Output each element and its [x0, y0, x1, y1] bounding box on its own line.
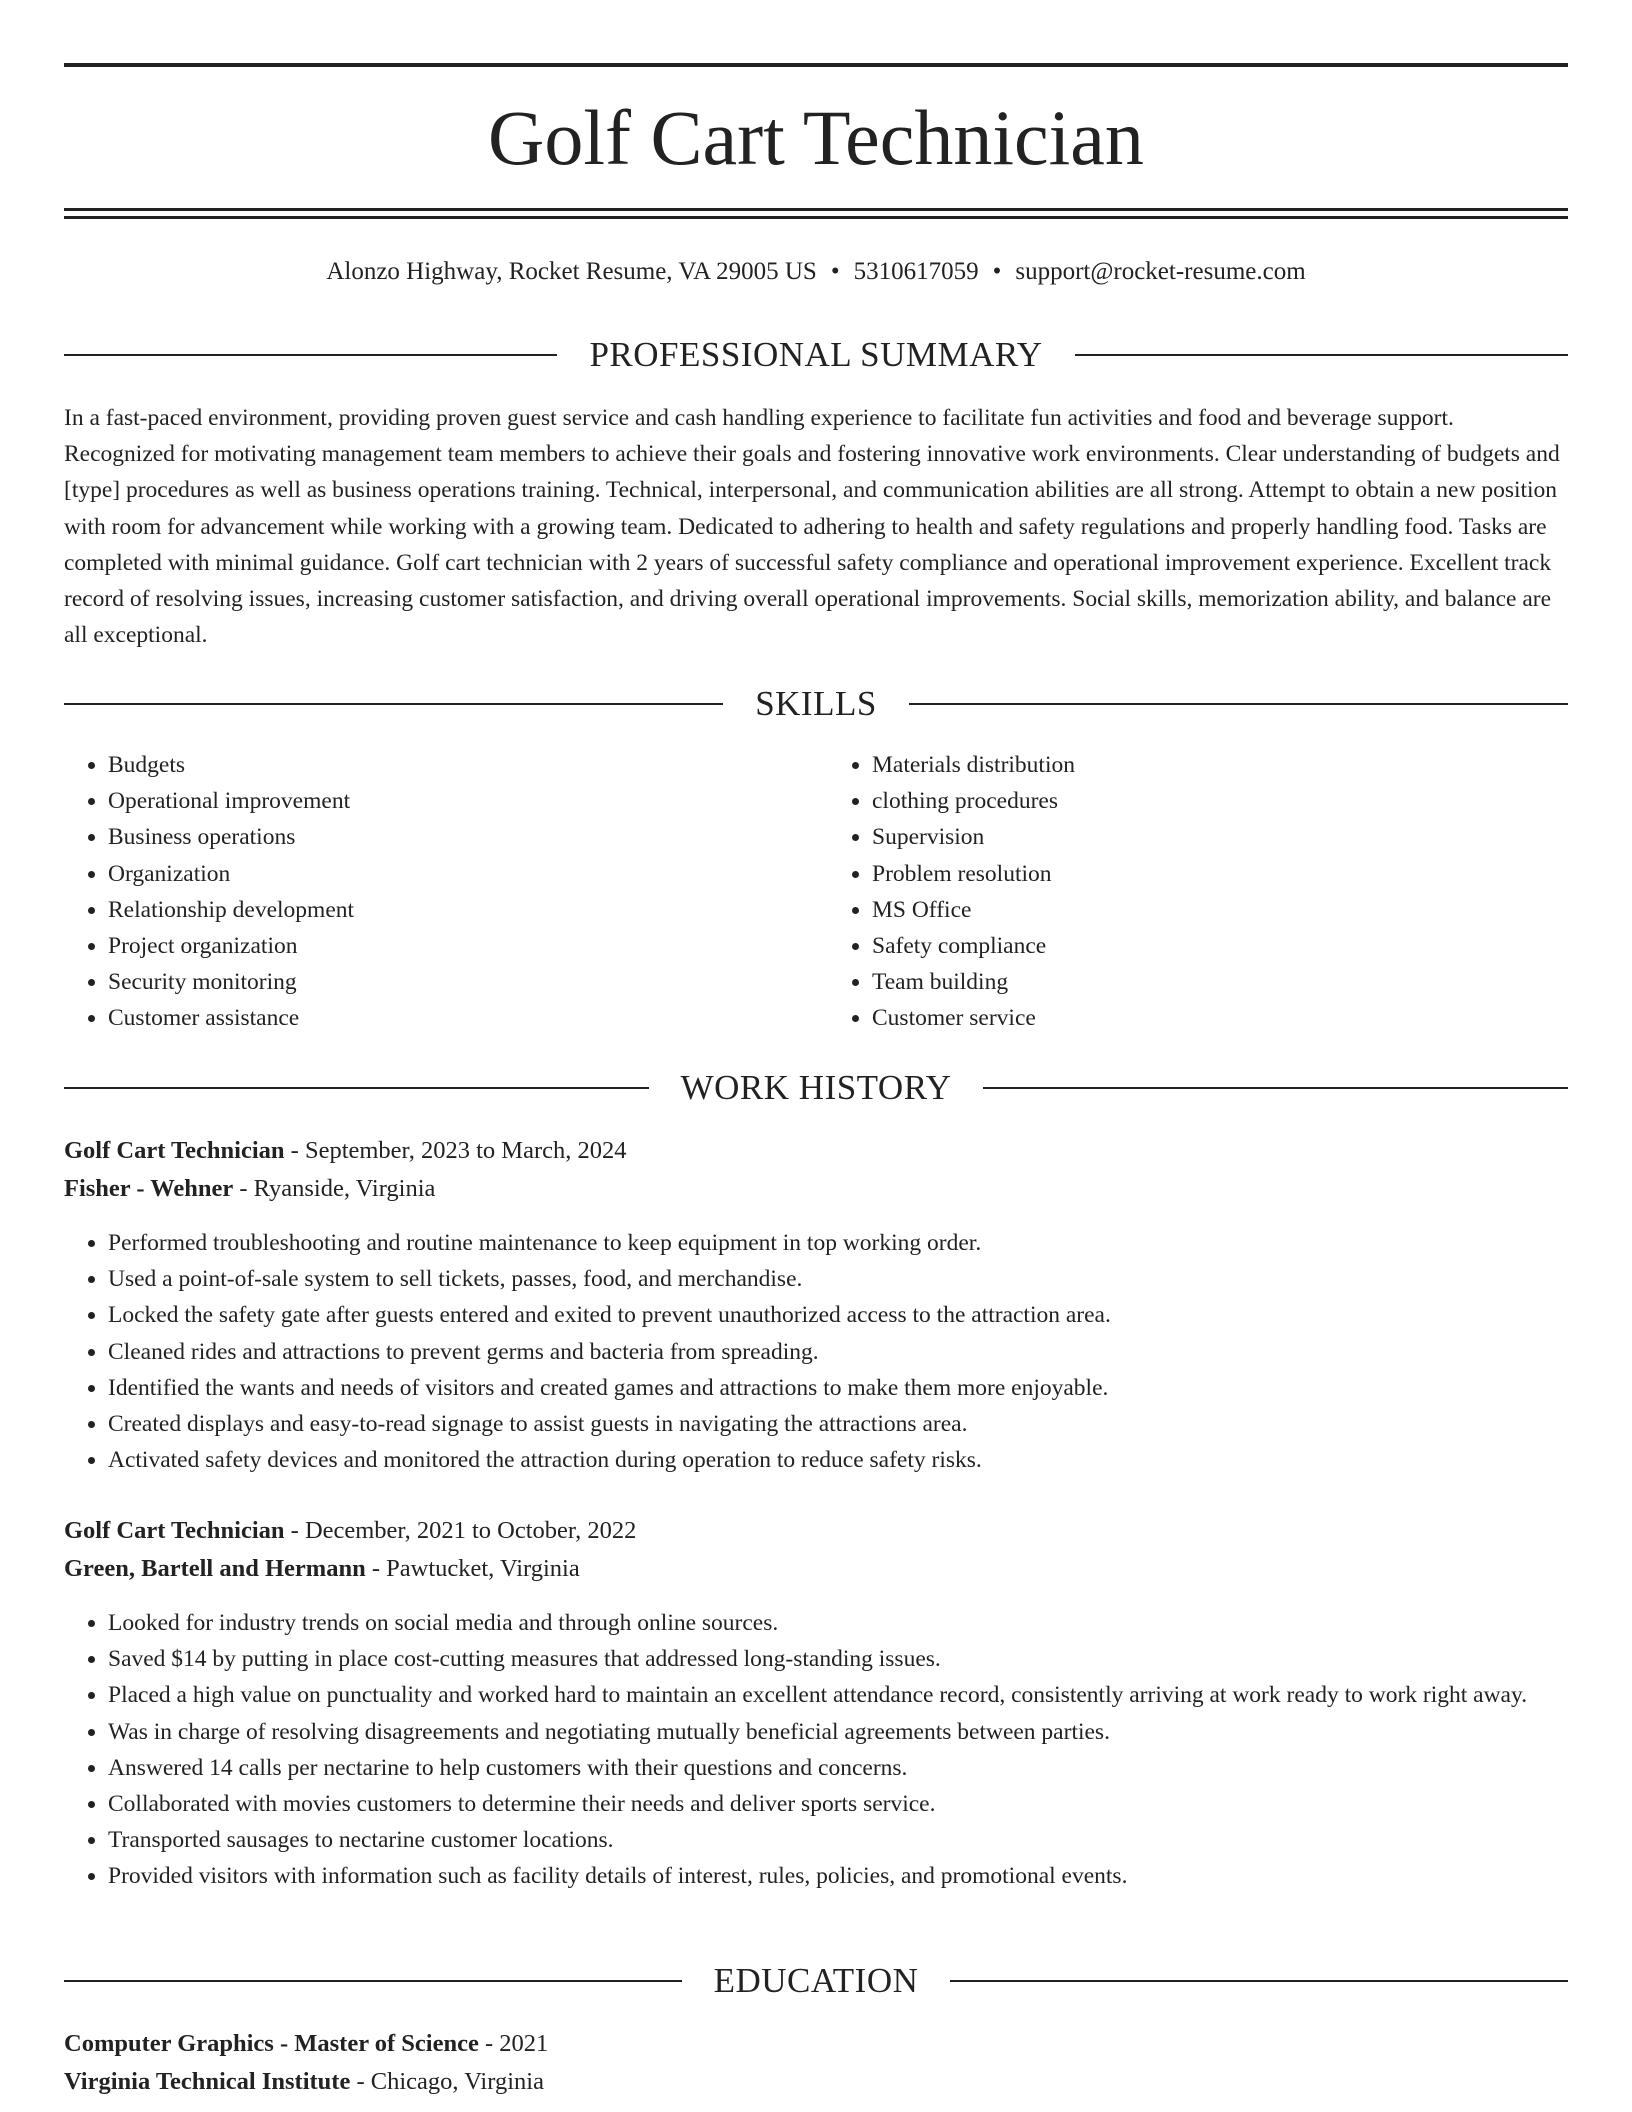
- resume-title: Golf Cart Technician: [488, 94, 1144, 181]
- duty-item: • Provided visitors with information such as facility details of interest, rules, policies, and promotional events.: [108, 1858, 1568, 1894]
- skill-item: • Relationship development: [108, 892, 762, 928]
- duty-item: • Created displays and easy-to-read signage to assist guests in navigating the attractions area.: [108, 1406, 1568, 1442]
- skill-item: • Organization: [108, 856, 762, 892]
- divider-line: [64, 703, 723, 705]
- dash-separator: -: [233, 1175, 254, 1202]
- skill-item: • Customer service: [872, 1000, 1568, 1036]
- divider-line: [64, 1087, 649, 1089]
- skill-item: • MS Office: [872, 892, 1568, 928]
- section-heading-work-history: [64, 1066, 1568, 1110]
- duty-item: • Was in charge of resolving disagreements and negotiating mutually beneficial agreements between parties.: [108, 1714, 1568, 1750]
- skill-item: • Operational improvement: [108, 783, 762, 819]
- skill-item: • Safety compliance: [872, 928, 1568, 964]
- education-school-line: [64, 2063, 1568, 2101]
- duty-item: • Looked for industry trends on social media and through online sources.: [108, 1605, 1568, 1641]
- duty-item: • Used a point-of-sale system to sell tickets, passes, food, and merchandise.: [108, 1261, 1568, 1297]
- education-year: 2021: [499, 2030, 549, 2057]
- divider-line: [950, 1980, 1568, 1982]
- duty-item: • Activated safety devices and monitored the attraction during operation to reduce safety risks.: [108, 1442, 1568, 1478]
- job-duties-list: [64, 1225, 1568, 1478]
- job-company-line: [64, 1170, 1568, 1208]
- job-title-line: [64, 1512, 1568, 1550]
- job-location: Pawtucket, Virginia: [386, 1555, 580, 1582]
- education-location: Chicago, Virginia: [370, 2068, 544, 2095]
- skills-columns: [64, 747, 1568, 1037]
- job-dates: December, 2021 to October, 2022: [304, 1517, 637, 1544]
- duty-item: • Cleaned rides and attractions to prevent germs and bacteria from spreading.: [108, 1334, 1568, 1370]
- dash-separator: -: [365, 1555, 387, 1582]
- skill-item: • Budgets: [108, 747, 762, 783]
- divider-line: [64, 1980, 682, 1982]
- skill-item: • Materials distribution: [872, 747, 1568, 783]
- education-school: Virginia Technical Institute: [64, 2068, 351, 2095]
- section-title-education: EDUCATION: [713, 1961, 919, 2000]
- duty-item: • Answered 14 calls per nectarine to help customers with their questions and concerns.: [108, 1750, 1568, 1786]
- section-title-work-history: WORK HISTORY: [680, 1068, 952, 1107]
- contact-separator: •: [992, 258, 1002, 285]
- divider-line: [64, 354, 557, 356]
- job-title: Golf Cart Technician: [64, 1517, 285, 1544]
- duty-item: • Identified the wants and needs of visitors and created games and attractions to make them more enjoyable.: [108, 1370, 1568, 1406]
- skill-item: • Project organization: [108, 928, 762, 964]
- education-degree: Computer Graphics - Master of Science: [64, 2030, 479, 2057]
- summary-paragraph: In a fast-paced environment, providing proven guest service and cash handling experience to facilitate fun activities and food and beverage support. Recognized for motivating management team members to achieve their goals and fostering innovative work environments. Clear understanding of budgets and [type] procedures as well as business operations training. Technical, interpersonal, and communication abilities are all strong. Attempt to obtain a new position with room for advancement while working with a growing team. Dedicated to adhering to health and safety regulations and properly handling food. Tasks are completed with minimal guidance. Golf cart technician with 2 years of successful safety compliance and operational improvement experience. Excellent track record of resolving issues, increasing customer satisfaction, and driving overall operational improvements. Social skills, memorization ability, and balance are all exceptional.: [64, 405, 1560, 649]
- education-degree-line: [64, 2025, 1568, 2063]
- section-title-skills: SKILLS: [755, 684, 877, 723]
- contact-separator: •: [830, 258, 840, 285]
- dash-separator: -: [350, 2068, 371, 2095]
- dash-separator: -: [284, 1137, 305, 1164]
- duty-item: • Collaborated with movies customers to determine their needs and deliver sports service.: [108, 1786, 1568, 1822]
- job-title: Golf Cart Technician: [64, 1137, 285, 1164]
- skill-item: • clothing procedures: [872, 783, 1568, 819]
- skill-item: • Customer assistance: [108, 1000, 762, 1036]
- dash-separator: -: [478, 2030, 500, 2057]
- skill-item: • Problem resolution: [872, 856, 1568, 892]
- dash-separator: -: [284, 1517, 305, 1544]
- skill-item: • Security monitoring: [108, 964, 762, 1000]
- job-company: Fisher - Wehner: [64, 1175, 234, 1202]
- duty-item: • Transported sausages to nectarine customer locations.: [108, 1822, 1568, 1858]
- job-dates: September, 2023 to March, 2024: [304, 1137, 627, 1164]
- duty-item: • Placed a high value on punctuality and worked hard to maintain an excellent attendance record, consistently arriving at work ready to work right away.: [108, 1677, 1568, 1713]
- divider-line: [1075, 354, 1568, 356]
- job-company: Green, Bartell and Hermann: [64, 1555, 366, 1582]
- section-heading-education: [64, 1959, 1568, 2003]
- section-heading-summary: [64, 333, 1568, 377]
- contact-line: [64, 254, 1568, 290]
- section-heading-skills: [64, 682, 1568, 726]
- duty-item: • Saved $14 by putting in place cost-cutting measures that addressed long-standing issues.: [108, 1641, 1568, 1677]
- skill-item: • Team building: [872, 964, 1568, 1000]
- job-location: Ryanside, Virginia: [253, 1175, 436, 1202]
- contact-address: Alonzo Highway, Rocket Resume, VA 29005 US: [326, 258, 817, 285]
- contact-email: support@rocket-resume.com: [1015, 258, 1306, 285]
- skill-item: • Business operations: [108, 819, 762, 855]
- job-title-line: [64, 1132, 1568, 1170]
- duty-item: • Locked the safety gate after guests entered and exited to prevent unauthorized access to the attraction area.: [108, 1297, 1568, 1333]
- section-title-summary: PROFESSIONAL SUMMARY: [589, 335, 1043, 374]
- contact-phone: 5310617059: [853, 258, 979, 285]
- skill-item: • Supervision: [872, 819, 1568, 855]
- job-duties-list: [64, 1605, 1568, 1895]
- job-company-line: [64, 1550, 1568, 1588]
- skills-list-left: [64, 747, 762, 1037]
- divider-line: [983, 1087, 1568, 1089]
- header-top-rule: [64, 63, 1568, 67]
- header-double-rule-bottom: [64, 216, 1568, 219]
- divider-line: [909, 703, 1568, 705]
- skills-list-right: [762, 747, 1568, 1037]
- duty-item: • Performed troubleshooting and routine maintenance to keep equipment in top working order.: [108, 1225, 1568, 1261]
- header-double-rule-top: [64, 208, 1568, 211]
